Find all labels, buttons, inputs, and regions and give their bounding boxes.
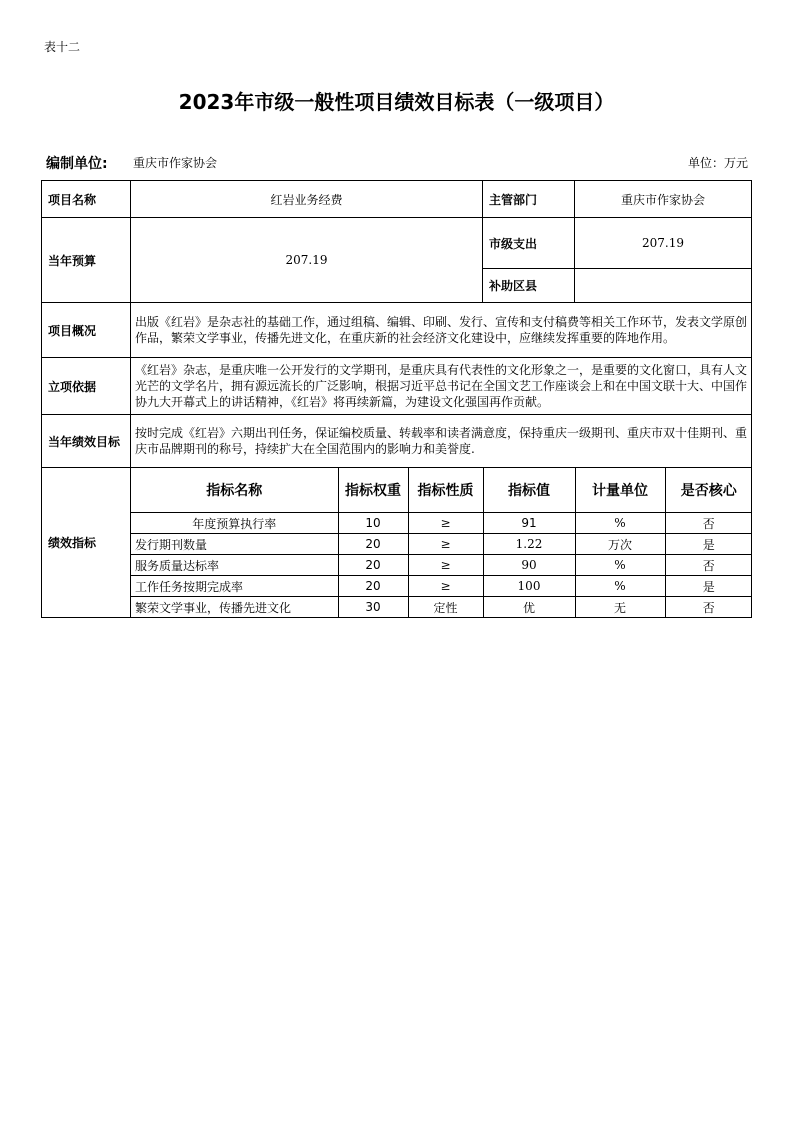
header-weight: 指标权重 xyxy=(338,468,408,513)
goal-text: 按时完成《红岩》六期出刊任务，保证编校质量、转载率和读者满意度，保持重庆一级期刊、重庆市双十佳期刊、重庆市品牌期刊的称号，持续扩大在全国范围内的影响力和美誉度. xyxy=(131,415,752,468)
indicator-nature: ≥ xyxy=(408,576,483,597)
header-unit: 计量单位 xyxy=(575,468,665,513)
project-name-value: 红岩业务经费 xyxy=(131,181,483,218)
org-unit-value: 重庆市作家协会 xyxy=(133,156,218,170)
indicators-label: 绩效指标 xyxy=(42,468,131,618)
header-value: 指标值 xyxy=(483,468,575,513)
table-row xyxy=(131,513,752,534)
indicator-name: 工作任务按期完成率 xyxy=(131,576,338,597)
performance-table xyxy=(41,180,752,618)
indicators-table xyxy=(131,468,752,617)
currency-unit: 单位：万元 xyxy=(687,156,748,170)
indicator-value: 优 xyxy=(483,597,575,618)
indicator-value: 100 xyxy=(483,576,575,597)
indicator-nature: ≥ xyxy=(408,513,483,534)
page-title: 2023年市级一般性项目绩效目标表（一级项目） xyxy=(178,90,615,114)
header-core: 是否核心 xyxy=(665,468,752,513)
header-name: 指标名称 xyxy=(131,468,338,513)
indicator-core: 否 xyxy=(665,597,752,618)
indicator-unit: % xyxy=(575,513,665,534)
table-row xyxy=(42,218,752,269)
table-row xyxy=(42,415,752,468)
city-spend-label: 市级支出 xyxy=(483,218,575,269)
indicator-value: 1.22 xyxy=(483,534,575,555)
indicator-unit: % xyxy=(575,555,665,576)
indicator-weight: 20 xyxy=(338,555,408,576)
indicator-name: 发行期刊数量 xyxy=(131,534,338,555)
indicator-name: 服务质量达标率 xyxy=(131,555,338,576)
indicator-value: 91 xyxy=(483,513,575,534)
table-row xyxy=(42,303,752,358)
indicator-core: 是 xyxy=(665,576,752,597)
table-row xyxy=(131,576,752,597)
overview-text: 出版《红岩》是杂志社的基础工作，通过组稿、编辑、印刷、发行、宣传和支付稿费等相关工作环节，发表文学原创作品，繁荣文学事业，传播先进文化，在重庆新的社会经济文化建设中，应继续发挥重要的阵地作用。 xyxy=(131,303,752,358)
indicators-cell xyxy=(131,468,752,618)
city-spend-value: 207.19 xyxy=(575,218,752,269)
goal-label: 当年绩效目标 xyxy=(42,415,131,468)
indicator-nature: ≥ xyxy=(408,534,483,555)
project-name-label: 项目名称 xyxy=(42,181,131,218)
indicator-nature: ≥ xyxy=(408,555,483,576)
indicator-header-row xyxy=(131,468,752,513)
indicator-weight: 20 xyxy=(338,576,408,597)
table-row xyxy=(42,468,752,618)
header-nature: 指标性质 xyxy=(408,468,483,513)
budget-label: 当年预算 xyxy=(42,218,131,303)
indicator-core: 否 xyxy=(665,555,752,576)
indicator-core: 是 xyxy=(665,534,752,555)
indicator-name: 繁荣文学事业，传播先进文化 xyxy=(131,597,338,618)
org-unit-label: 编制单位: xyxy=(46,156,108,172)
basis-text: 《红岩》杂志，是重庆唯一公开发行的文学期刊，是重庆具有代表性的文化形象之一，是重要的文化窗口，具有人文光芒的文学名片，拥有源远流长的广泛影响，根据习近平总书记在全国文艺工作座谈会上和在中国文联十大、中国作协九大开幕式上的讲话精神，《红岩》将再续新篇，为建设文化强国再作贡献。 xyxy=(131,358,752,415)
indicator-value: 90 xyxy=(483,555,575,576)
table-row xyxy=(131,597,752,618)
county-subsidy-value xyxy=(575,269,752,303)
indicator-unit: % xyxy=(575,576,665,597)
table-row xyxy=(131,555,752,576)
indicator-unit: 无 xyxy=(575,597,665,618)
dept-value: 重庆市作家协会 xyxy=(575,181,752,218)
table-number: 表十二 xyxy=(44,40,81,54)
indicator-weight: 10 xyxy=(338,513,408,534)
indicator-nature: 定性 xyxy=(408,597,483,618)
table-row xyxy=(42,358,752,415)
overview-label: 项目概况 xyxy=(42,303,131,358)
table-row xyxy=(131,534,752,555)
budget-value: 207.19 xyxy=(131,218,483,303)
indicator-core: 否 xyxy=(665,513,752,534)
table-row xyxy=(42,181,752,218)
indicator-unit: 万次 xyxy=(575,534,665,555)
county-subsidy-label: 补助区县 xyxy=(483,269,575,303)
dept-label: 主管部门 xyxy=(483,181,575,218)
indicator-weight: 30 xyxy=(338,597,408,618)
indicator-weight: 20 xyxy=(338,534,408,555)
basis-label: 立项依据 xyxy=(42,358,131,415)
indicator-name: 年度预算执行率 xyxy=(131,513,338,534)
